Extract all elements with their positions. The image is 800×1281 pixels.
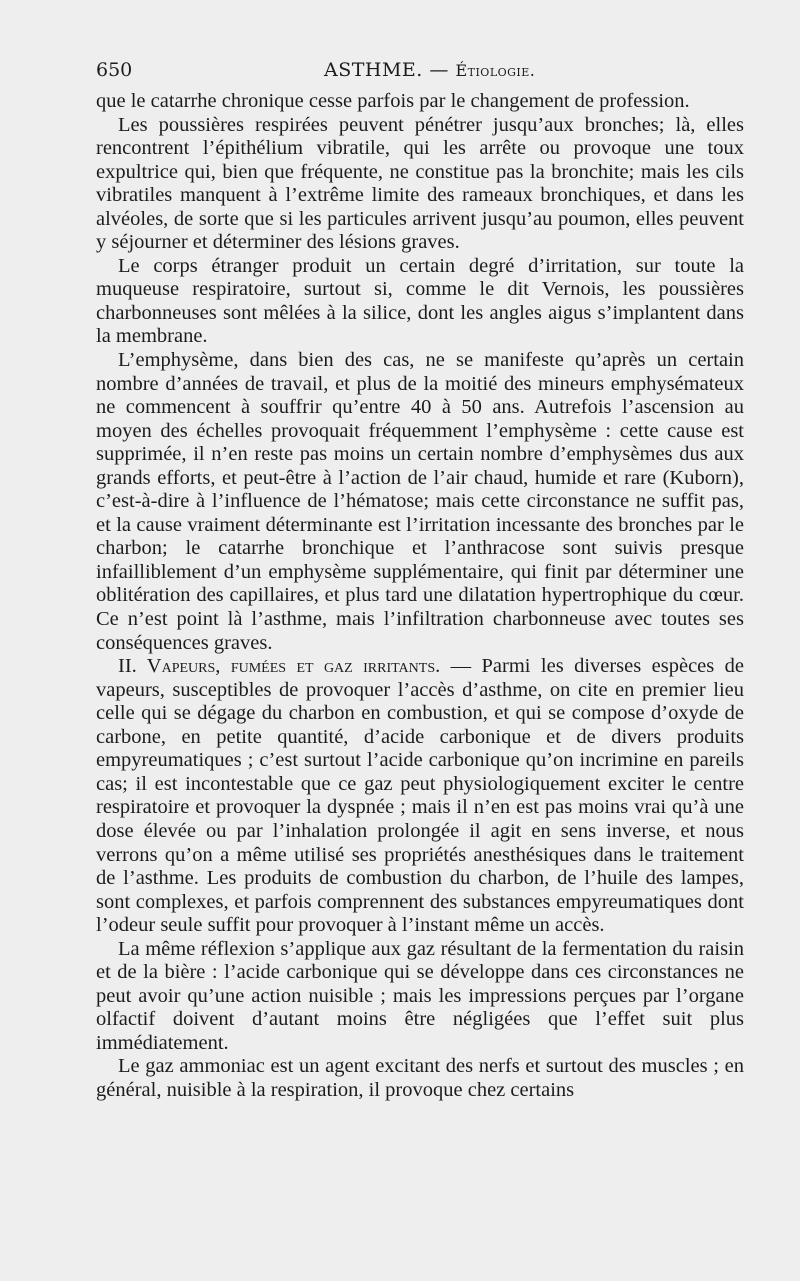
paragraph-text: — Parmi les diverses espèces de vapeurs, susceptibles de provoquer l’accès d’asthme, on cite en premier lieu celle qui se dégage du charbon en combustion, et qui se compose d’oxyde de carbone, en petite quantité, d’acide carbonique et de divers produits empyreumatiques ; c’est surtout l’acide carbonique qu’on incrimine en pareils cas; il est incontestable que ce gaz peut physiologiquement exciter le centre respiratoire et provoquer la dyspnée ; mais il n’en est pas moins vrai qu’à une dose élevée ou par l’inhalation prolongée il agit en sens inverse, et nous verrons qu’on a même utilisé ses propriétés anesthésiques dans le traitement de l’asthme. Les produits de combustion du charbon, de l’huile des lampes, sont complexes, et parfois comprennent des substances empyreumatiques dont l’odeur seule suffit pour provoquer à l’instant même un accès.: [96, 655, 744, 937]
paragraph: L’emphysème, dans bien des cas, ne se manifeste qu’après un certain nombre d’années de travail, et plus de la moitié des mineurs emphysémateux ne commencent à souffrir qu’entre 40 à 50 ans. Autrefois l’ascension au moyen des échelles provoquait fréquemment l’emphysème : cette cause est supprimée, il n’en reste pas moins un certain nombre d’emphysèmes dus aux grands efforts, et peut-être à l’action de l’air chaud, humide et rare (Kuborn), c’est-à-dire à l’influence de l’hématose; mais cette circonstance ne suffit pas, et la cause vraiment déterminante est l’irritation incessante des bronches par le charbon; le catarrhe bronchique et l’anthracose sont suivis presque infailliblement d’un emphysème supplémentaire, qui finit par déterminer une oblitération des capillaires, et plus tard une dilatation hypertrophique du cœur. Ce n’est point là l’asthme, mais l’infiltration charbonneuse avec toutes ses conséquences graves.: [96, 349, 744, 654]
paragraph: La même réflexion s’applique aux gaz résultant de la fermentation du raisin et de la bière : l’acide carbonique qui se développe dans ces circonstances ne peut avoir qu’une action nuisible ; mais les impressions perçues par l’organe olfactif doivent d’autant moins être négligées que l’effet suit plus immédiatement.: [96, 937, 744, 1054]
paragraph: que le catarrhe chronique cesse parfois par le changement de profession.: [96, 90, 690, 112]
body-text: [96, 90, 744, 1103]
section-heading: II. Vapeurs, fumées et gaz irritants.: [118, 655, 441, 678]
chapter-title: ASTHME.: [324, 59, 423, 81]
paragraph: [96, 655, 744, 938]
page-number: 650: [96, 59, 133, 81]
title-dash: —: [429, 59, 449, 81]
running-title: [324, 56, 535, 85]
section-title: Étiologie.: [455, 61, 536, 80]
paragraph: Le gaz ammoniac est un agent excitant des nerfs et surtout des muscles ; en général, nuisible à la respiration, il provoque chez certains: [96, 1055, 744, 1101]
running-header: [96, 56, 744, 84]
paragraph: Le corps étranger produit un certain degré d’irritation, sur toute la muqueuse respiratoire, surtout si, comme le dit Vernois, les poussières charbonneuses sont mêlées à la silice, dont les angles aigus s’implantent dans la membrane.: [96, 254, 744, 348]
paragraph: Les poussières respirées peuvent pénétrer jusqu’aux bronches; là, elles rencontrent l’épithélium vibratile, qui les arrête ou provoque une toux expultrice qui, bien que fréquente, ne constitue pas la bronchite; mais les cils vibratiles manquent à l’extrême limite des rameaux bronchiques, et dans les alvéoles, de sorte que si les particules arrivent jusqu’au poumon, elles peuvent y séjourner et déterminer des lésions graves.: [96, 113, 744, 254]
